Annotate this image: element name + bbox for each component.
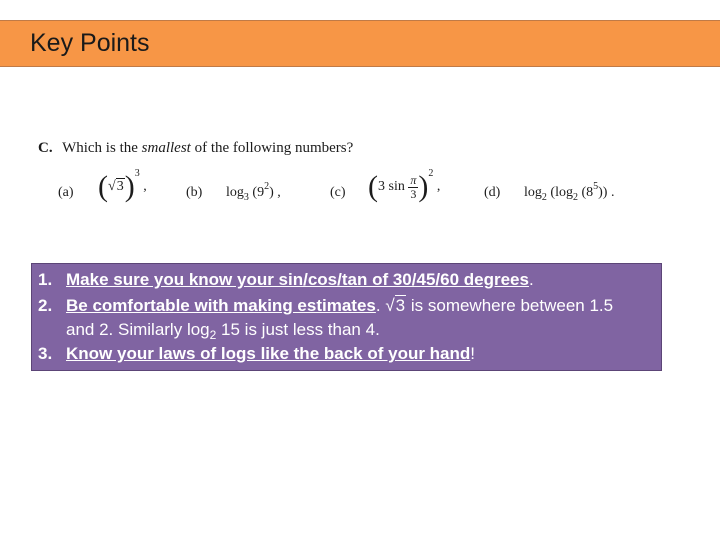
option-d-func: log <box>524 185 542 200</box>
question-text <box>38 140 658 157</box>
key-point-2: 2. Be comfortable with making estimates. √3 is somewhere between 1.5 <box>38 296 614 315</box>
option-c-fraction <box>408 174 418 201</box>
option-a-base: 3 <box>116 179 124 195</box>
key-point-2-log: log <box>186 320 210 339</box>
key-point-2-root: 3 <box>395 296 406 315</box>
option-c-func: sin <box>388 179 405 195</box>
key-point-2-text1: is somewhere between 1.5 <box>406 296 614 315</box>
answer-options: (a) $(√3)^3$ , (b) $\log_3 (9^2)$ , (c) (3 sin $\frac{\pi}{3}$ )$^2$ , (d) $\log_2 (\log_2$ $(8^5)$) . <box>58 168 615 203</box>
option-d-inner-sub: 2 <box>572 192 578 203</box>
question-label: C. <box>38 140 53 156</box>
option-a-power: 3 <box>134 168 140 180</box>
option-a-comma: , <box>143 179 147 195</box>
key-point-3-number: 3. <box>38 344 53 363</box>
question-prefix: Which is the <box>62 140 138 156</box>
key-point-2-number: 2. <box>38 296 53 315</box>
key-point-2-text2b: 15 is just less than 4. <box>216 320 380 339</box>
key-point-3-tail: ! <box>470 344 476 363</box>
page-title: Key Points <box>30 29 150 57</box>
key-point-2-mid: . <box>375 296 386 315</box>
option-b-comma: , <box>277 185 281 200</box>
question-block <box>38 140 658 203</box>
title-bar <box>0 20 720 67</box>
option-b-sub: 3 <box>243 192 249 203</box>
key-point-3-text: Know your laws of logs like the back of your hand <box>66 344 471 363</box>
key-point-2-continued <box>66 320 380 340</box>
option-d-sub: 2 <box>541 192 547 203</box>
key-point-1-tail: . <box>528 270 534 289</box>
option-c-comma: , <box>436 179 441 195</box>
option-c-coef: 3 <box>378 179 385 195</box>
key-point-3 <box>38 344 475 364</box>
key-point-2-logsub: 2 <box>209 328 217 342</box>
question-suffix: of the following numbers? <box>194 140 354 156</box>
option-d-label: (d) <box>484 185 501 200</box>
option-b-func: log <box>226 185 244 200</box>
option-b-label: (b) <box>186 185 203 200</box>
option-d-period: . <box>610 185 615 200</box>
key-point-1-text: Make sure you know your sin/cos/tan of 30/45/60 degrees <box>66 270 529 289</box>
option-c-numer: π <box>410 172 417 187</box>
option-b-power: 2 <box>264 181 270 192</box>
option-c-power: 2 <box>428 168 434 180</box>
option-d-power: 5 <box>593 181 599 192</box>
option-b-arg: 9 <box>257 185 265 200</box>
option-d-inner-func: log <box>555 185 573 200</box>
key-points-box <box>31 263 662 371</box>
option-a-label: (a) <box>58 185 74 200</box>
key-point-2-text2a: and 2. Similarly <box>66 320 187 339</box>
question-emphasis: smallest <box>141 140 191 156</box>
option-c-denom: 3 <box>410 186 417 201</box>
key-point-1 <box>38 270 534 290</box>
key-point-2-text: Be comfortable with making estimates <box>66 296 376 315</box>
option-d-arg: 8 <box>586 185 594 200</box>
option-c-label: (c) <box>330 185 346 200</box>
key-point-1-number: 1. <box>38 270 53 289</box>
